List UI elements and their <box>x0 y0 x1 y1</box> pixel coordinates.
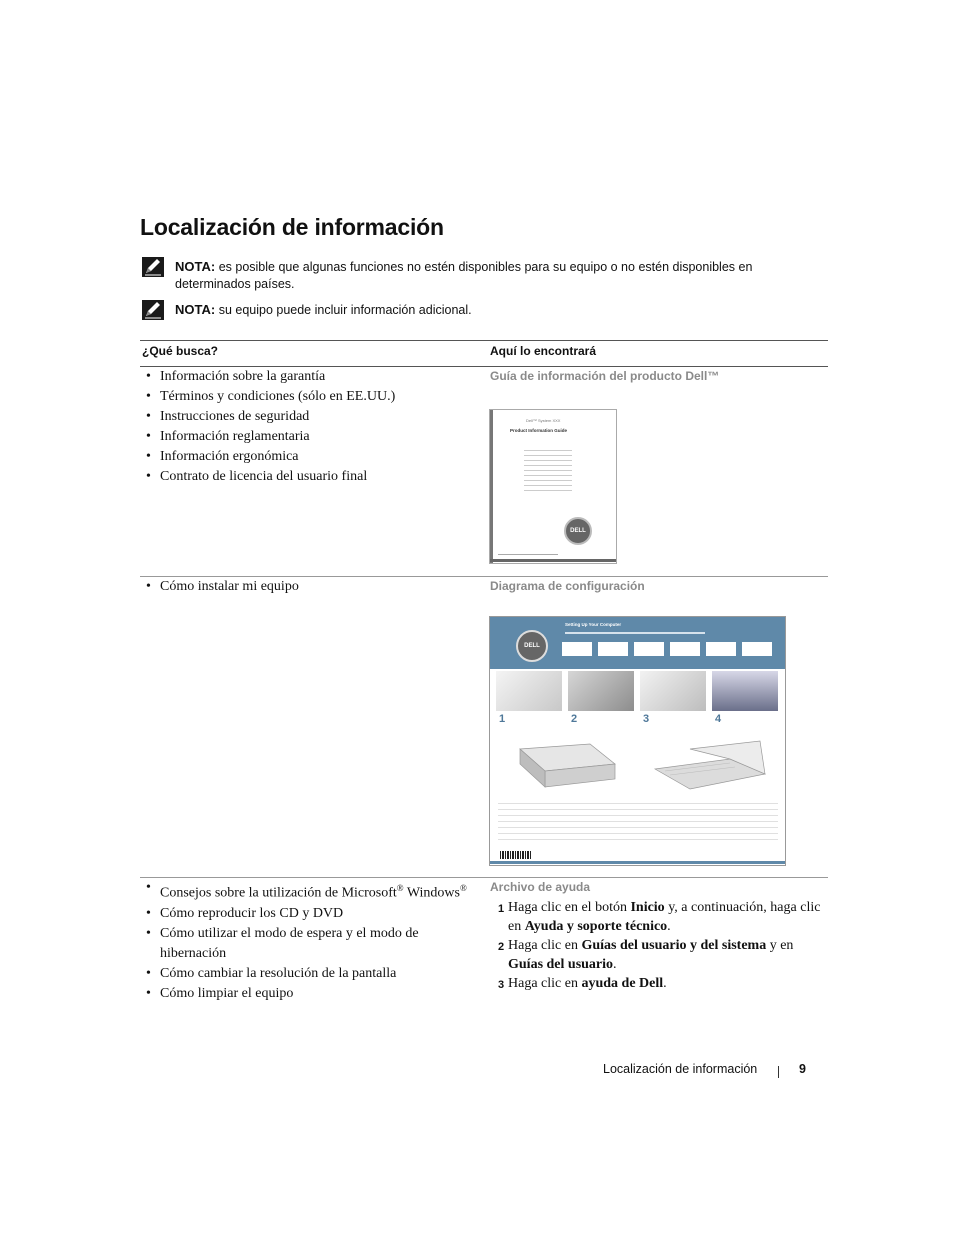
note-text: su equipo puede incluir información adicional. <box>218 303 472 317</box>
list-item: • Términos y condiciones (sólo en EE.UU.) <box>146 387 446 407</box>
step-bold: Ayuda y soporte técnico <box>524 918 668 934</box>
guide-toc <box>524 450 572 491</box>
footer-section: Localización de información <box>603 1062 758 1076</box>
laptop-side-drawing <box>510 739 620 799</box>
step-text: . <box>667 918 671 934</box>
list-item: • Instrucciones de seguridad <box>146 407 446 427</box>
list-item-text: Consejos sobre la utilización de Microsoft <box>160 885 397 901</box>
registered-mark: ® <box>460 883 467 893</box>
step-text: . <box>663 976 667 991</box>
footer-separator <box>778 1066 779 1078</box>
help-steps <box>498 899 828 995</box>
column-header-where: Aquí lo encontrará <box>490 344 597 358</box>
step-text: . <box>613 956 617 972</box>
dell-logo-icon: DELL <box>564 517 592 545</box>
page-number: 9 <box>799 1062 806 1076</box>
step-photo-3 <box>640 671 706 711</box>
dell-logo-icon: DELL <box>516 630 548 662</box>
setup-item-box <box>742 642 772 656</box>
setup-title-text: Setting Up Your Computer <box>565 622 622 627</box>
step-number: 4 <box>715 713 722 725</box>
note-pencil-icon <box>142 257 164 277</box>
list-item: • Información sobre la garantía <box>146 367 446 387</box>
step-bold: Inicio <box>630 900 665 915</box>
step-number: 3 <box>498 979 505 991</box>
step-item <box>498 899 828 936</box>
guide-header-text: Dell™ System XXX <box>526 418 561 423</box>
list-item: • Cómo limpiar el equipo <box>146 984 476 1004</box>
step-photo-2 <box>568 671 634 711</box>
setup-item-box <box>670 642 700 656</box>
list-item: • Información ergonómica <box>146 447 446 467</box>
step-item <box>498 975 828 994</box>
guide-bottom-bar <box>490 559 616 562</box>
step-photo-1 <box>496 671 562 711</box>
step-text: y en <box>766 938 794 953</box>
step-photo-4 <box>712 671 778 711</box>
list-item: • Información reglamentaria <box>146 427 446 447</box>
step-number: 3 <box>643 713 650 725</box>
note-label: NOTA: <box>175 259 216 274</box>
row2-list <box>146 577 446 597</box>
step-text: y, a continuación, haga clic en <box>508 900 821 934</box>
source-product-guide: Guía de información del producto Dell™ <box>490 369 720 383</box>
list-item <box>146 878 476 904</box>
spec-table <box>498 803 778 840</box>
note-text: es posible que algunas funciones no estén disponibles para su equipo o no estén disponibles en determinados países. <box>175 260 753 291</box>
setup-item-box <box>562 642 592 656</box>
step-text: Haga clic en <box>508 938 582 953</box>
step-text: Haga clic en el botón <box>508 900 631 915</box>
barcode-icon <box>500 851 532 859</box>
setup-diagram-image <box>489 616 786 866</box>
setup-item-box <box>706 642 736 656</box>
page-title: Localización de información <box>140 214 444 240</box>
source-setup-diagram: Diagrama de configuración <box>490 579 645 593</box>
list-item: • Cómo reproducir los CD y DVD <box>146 904 476 924</box>
list-item: • Contrato de licencia del usuario final <box>146 467 446 487</box>
step-item <box>498 937 828 974</box>
step-number: 2 <box>571 713 578 725</box>
product-guide-image <box>489 409 617 564</box>
note-label: NOTA: <box>175 302 216 317</box>
laptop-open-drawing <box>650 739 770 799</box>
guide-footer-rule <box>498 554 558 555</box>
setup-item-box <box>634 642 664 656</box>
step-bold: ayuda de Dell <box>581 976 664 991</box>
registered-mark: ® <box>396 883 404 893</box>
column-header-what: ¿Qué busca? <box>142 344 219 358</box>
step-bold: Guías del usuario y del sistema <box>581 938 767 953</box>
step-number: 1 <box>499 713 506 725</box>
step-number: 2 <box>498 941 505 953</box>
row1-list <box>146 367 446 487</box>
list-item-text: Windows <box>403 885 460 901</box>
list-item: • Cómo cambiar la resolución de la pantalla <box>146 964 476 984</box>
setup-subtitle-line <box>565 632 705 634</box>
table-top-rule <box>140 340 828 341</box>
note-pencil-icon <box>142 300 164 320</box>
step-number: 1 <box>498 903 505 915</box>
step-bold: Guías del usuario <box>508 956 614 972</box>
list-item: • Cómo utilizar el modo de espera y el modo de hibernación <box>146 924 430 964</box>
guide-title-text: Product Information Guide <box>510 428 567 433</box>
setup-bottom-bar <box>490 861 785 864</box>
source-help-file: Archivo de ayuda <box>490 880 591 894</box>
row3-list <box>146 878 476 1004</box>
guide-spine <box>490 410 493 563</box>
list-item: • Cómo instalar mi equipo <box>146 577 446 597</box>
step-text: Haga clic en <box>508 976 582 991</box>
setup-item-box <box>598 642 628 656</box>
